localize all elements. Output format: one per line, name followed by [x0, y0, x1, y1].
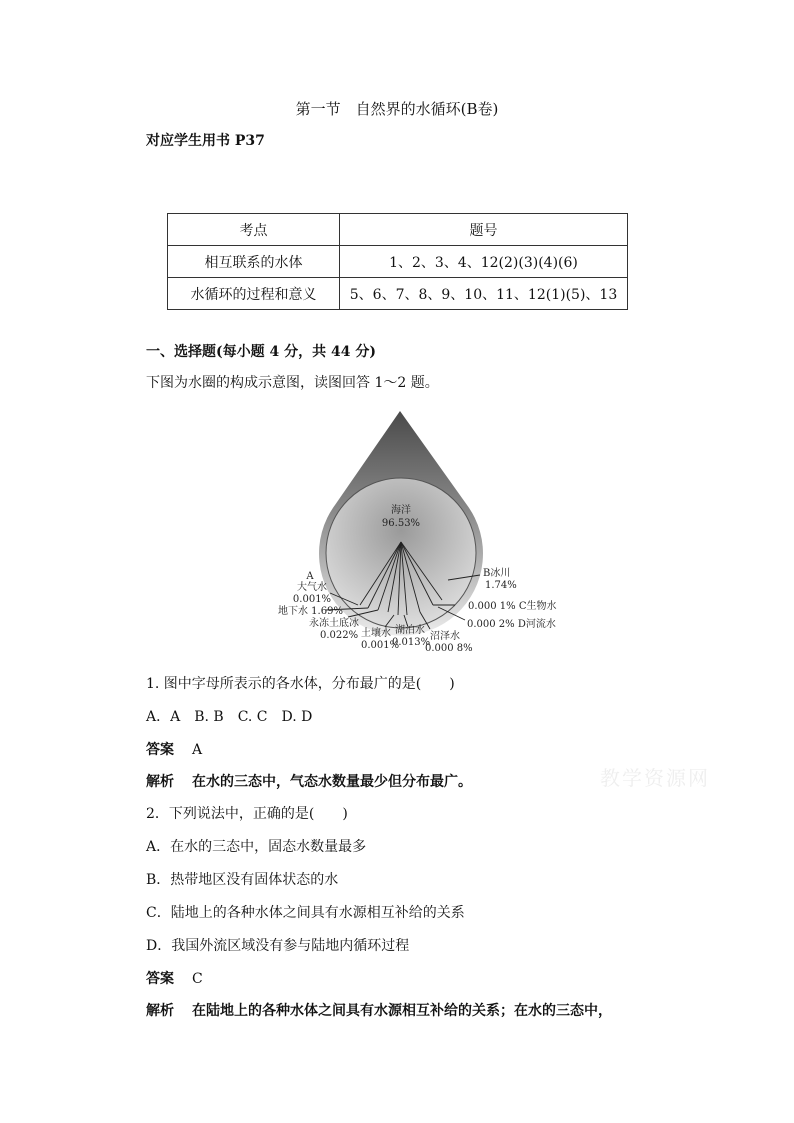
hydrosphere-diagram — [270, 405, 560, 660]
label-permafrost: 永冻土底冰 — [309, 618, 359, 629]
question-1-analysis — [146, 771, 472, 791]
label-permafrost-value: 0.022% — [320, 630, 359, 641]
question-2: 2．下列说法中，正确的是( ) — [146, 806, 348, 822]
question-1-options: A．A B. B C. C D. D — [146, 709, 313, 725]
table-header-cell: 考点 — [168, 214, 340, 246]
page-title: 第一节 自然界的水循环(B卷) — [295, 100, 499, 118]
topic-question-table — [167, 213, 628, 310]
table-cell: 相互联系的水体 — [168, 246, 340, 278]
analysis-text: 在陆地上的各种水体之间具有水源相互补给的关系；在水的三态中， — [192, 1003, 612, 1019]
question-2-analysis — [146, 1000, 612, 1020]
question-2-option-d: D．我国外流区域没有参与陆地内循环过程 — [146, 938, 410, 954]
question-2-option-b: B．热带地区没有固体状态的水 — [146, 872, 339, 888]
label-swamp-value: 0.000 8% — [425, 643, 473, 654]
ocean-value: 96.53% — [381, 518, 421, 529]
ocean-circle — [326, 478, 476, 628]
table-row — [168, 278, 628, 310]
textbook-reference: 对应学生用书 P37 — [146, 133, 265, 149]
label-lake-value: 0.013% — [392, 637, 431, 648]
label-biological-water: 0.000 1% C生物水 — [468, 601, 557, 612]
label-atmospheric-water: 大气水 — [297, 582, 327, 593]
label-lake-water: 湖泊水 — [395, 625, 425, 636]
watermark: 教学资源网 — [600, 766, 710, 790]
question-2-option-c: C．陆地上的各种水体之间具有水源相互补给的关系 — [146, 905, 465, 921]
label-glacier-value: 1.74% — [485, 580, 517, 591]
section-heading: 一、选择题(每小题 4 分，共 44 分) — [146, 344, 376, 360]
table-cell: 5、6、7、8、9、10、11、12(1)(5)、13 — [340, 278, 628, 310]
analysis-label: 解析 — [146, 774, 174, 790]
label-soil-water: 土壤水 — [361, 628, 391, 639]
label-swamp-water: 沼泽水 — [430, 631, 460, 642]
table-header-cell: 题号 — [340, 214, 628, 246]
label-river-water: 0.000 2% D河流水 — [467, 619, 556, 630]
table-header-row — [168, 214, 628, 246]
question-1-answer — [146, 739, 202, 759]
answer-value: A — [192, 742, 203, 758]
analysis-text: 在水的三态中，气态水数量最少但分布最广。 — [192, 774, 472, 790]
ocean-label: 海洋 — [391, 505, 411, 516]
table-cell: 水循环的过程和意义 — [168, 278, 340, 310]
analysis-label: 解析 — [146, 1003, 174, 1019]
question-2-answer — [146, 968, 203, 988]
label-atmospheric-value: 0.001% — [292, 594, 332, 605]
label-soil-value: 0.001% — [361, 640, 400, 651]
label-groundwater: 地下水 1.69% — [278, 606, 343, 617]
answer-label: 答案 — [146, 742, 174, 758]
answer-value: C — [192, 971, 203, 987]
figure-intro: 下图为水圈的构成示意图，读图回答 1～2 题。 — [146, 375, 439, 391]
question-2-option-a: A．在水的三态中，固态水数量最多 — [146, 839, 367, 855]
table-row — [168, 246, 628, 278]
table-cell: 1、2、3、4、12(2)(3)(4)(6) — [340, 246, 628, 278]
label-glacier: B冰川 — [483, 568, 511, 579]
answer-label: 答案 — [146, 971, 174, 987]
label-a-letter: A — [306, 571, 314, 582]
question-1: 1. 图中字母所表示的各水体，分布最广的是( ) — [146, 676, 455, 692]
